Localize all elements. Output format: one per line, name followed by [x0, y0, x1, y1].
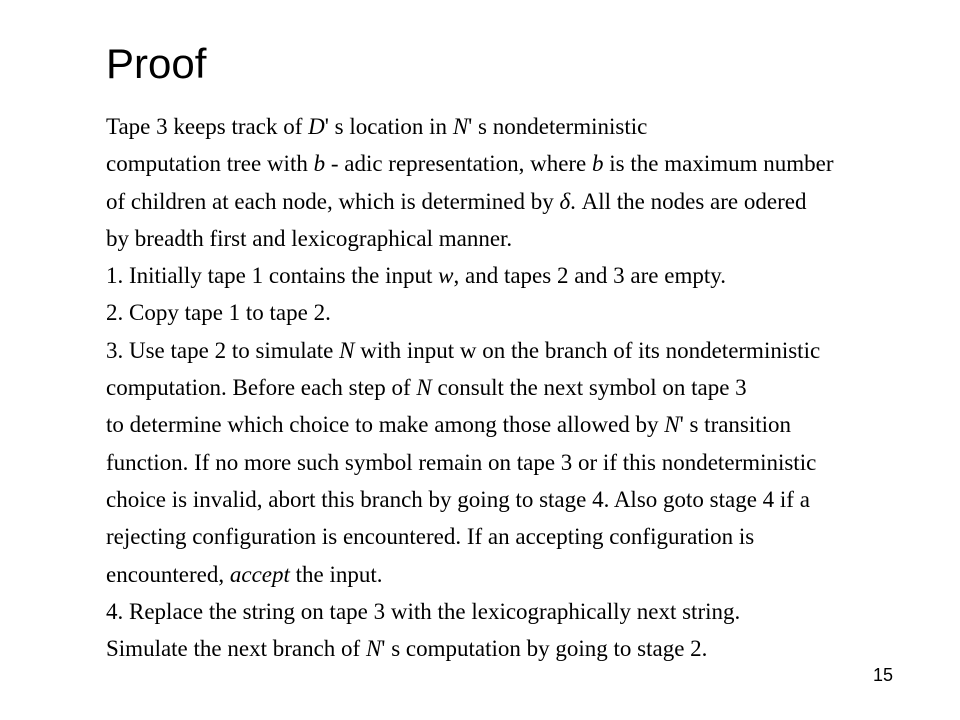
proof-line — [106, 220, 926, 257]
text-segment: Tape 3 keeps track of — [106, 114, 309, 139]
proof-body — [106, 108, 926, 667]
proof-line — [106, 108, 926, 145]
text-segment: ' s nondeterministic — [468, 114, 648, 139]
text-segment: - adic representation, where — [325, 151, 593, 177]
text-segment: computation. Before each step of — [106, 375, 417, 401]
text-segment: ' s transition — [679, 412, 792, 438]
text-segment: consult the next symbol on tape 3 — [431, 375, 747, 401]
proof-line — [106, 518, 926, 555]
text-segment: the input. — [289, 561, 383, 587]
proof-line — [106, 183, 926, 220]
proof-line — [106, 294, 926, 331]
page-number: 15 — [873, 665, 894, 685]
proof-line — [106, 145, 926, 182]
proof-line — [106, 556, 926, 593]
proof-line — [106, 406, 926, 443]
text-segment: computation tree with — [106, 151, 314, 177]
text-segment: 2. Copy tape 1 to tape 2. — [106, 300, 331, 326]
math-symbol: N — [365, 636, 382, 662]
text-segment: by breadth first and lexicographical manner. — [106, 225, 513, 251]
proof-line — [106, 481, 926, 518]
proof-line — [106, 257, 926, 294]
text-segment: 3. Use tape 2 to simulate — [106, 337, 340, 363]
text-segment: with input w on the branch of its nondeterministic — [354, 337, 821, 363]
text-segment: 1. Initially tape 1 contains the input — [106, 263, 439, 289]
math-symbol: N — [339, 337, 355, 363]
math-symbol: D — [308, 114, 325, 139]
math-symbol: accept — [229, 561, 290, 587]
proof-line — [106, 444, 926, 481]
text-segment: . All the nodes are odered — [570, 188, 807, 214]
math-symbol: N — [416, 375, 432, 401]
math-symbol: w — [438, 263, 454, 289]
proof-line — [106, 593, 926, 630]
text-segment: encountered, — [106, 561, 230, 587]
text-segment: Simulate the next branch of — [106, 636, 366, 662]
slide-title: Proof — [106, 40, 207, 87]
proof-line — [106, 369, 926, 406]
text-segment: ' s computation by going to stage 2. — [381, 636, 708, 662]
proof-line — [106, 332, 926, 369]
text-segment: to determine which choice to make among those allowed by — [106, 412, 665, 438]
math-symbol: N — [452, 114, 469, 139]
text-segment: rejecting configuration is encountered. If an accepting configuration is — [106, 524, 755, 550]
math-symbol: N — [664, 412, 680, 438]
math-symbol: b — [313, 151, 326, 177]
text-segment: ' s location in — [324, 114, 453, 139]
text-segment: , and tapes 2 and 3 are empty. — [453, 263, 726, 289]
text-segment: of children at each node, which is determined by — [106, 188, 560, 214]
text-segment: function. If no more such symbol remain on tape 3 or if this nondeterministic — [106, 449, 817, 475]
proof-line — [106, 630, 926, 667]
text-segment: choice is invalid, abort this branch by going to stage 4. Also goto stage 4 if a — [106, 486, 810, 512]
text-segment: 4. Replace the string on tape 3 with the lexicographically next string. — [106, 598, 741, 624]
text-segment: is the maximum number — [603, 151, 834, 177]
math-symbol: b — [592, 151, 604, 177]
math-symbol: δ — [559, 188, 571, 214]
